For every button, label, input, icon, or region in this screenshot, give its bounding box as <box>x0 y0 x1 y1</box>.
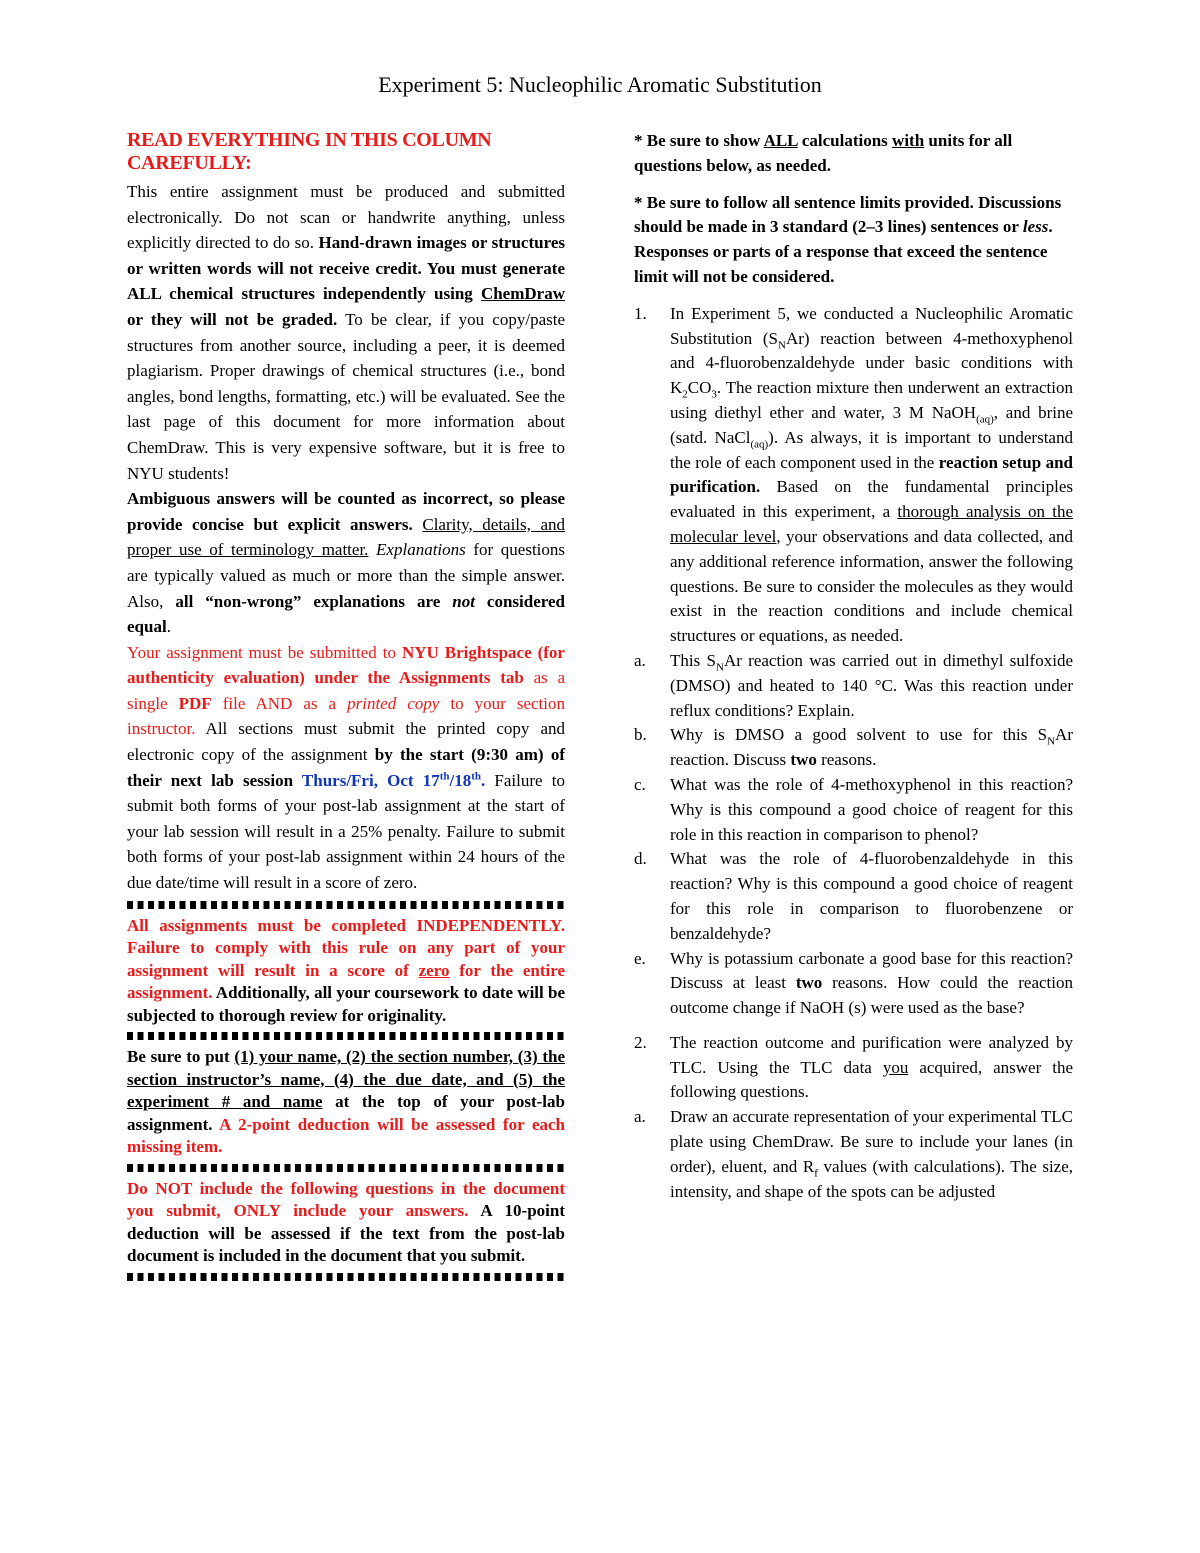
p2-space-2 <box>368 540 376 559</box>
box1-red-entire: for the entire assignment. <box>127 960 565 1003</box>
p2-period: . <box>166 617 171 637</box>
do-not-include-box <box>127 1178 565 1268</box>
question-1a-text <box>670 649 1073 723</box>
box2-bold-top: at the top of your post-lab assignment. <box>127 1092 565 1134</box>
independence-box <box>127 915 565 1028</box>
question-gap <box>634 1021 1073 1031</box>
q2-underline-you: you <box>882 1057 909 1077</box>
q1-d: . The reaction mixture then underwent an extraction using diethyl ether and water, 3 M NaOH <box>670 378 1073 422</box>
due-date-sup1: th <box>439 770 450 782</box>
header-requirements-box <box>127 1046 565 1159</box>
question-1 <box>634 302 1073 649</box>
box2-underline-items: (1) your name, (2) the section number, (3) the section instructor’s name, (4) the due date, and (5) the experiment # and name <box>127 1047 565 1112</box>
q1b-bold-two: two <box>790 750 817 770</box>
q1b-sub-n: N <box>1047 735 1056 748</box>
p1-bold-graded: or they will not be graded. <box>127 309 338 329</box>
due-date <box>302 771 485 790</box>
q1-a: In Experiment 5, we conducted a Nucleophilic Aromatic Substitution (S <box>670 303 1073 348</box>
calculations-note <box>634 129 1073 179</box>
q1a-a: This S <box>670 650 716 670</box>
question-2a <box>634 1105 1073 1204</box>
q2-c: acquired, answer the following questions. <box>670 1057 1073 1102</box>
q1-h: Based on the fundamental principles evaluated in this experiment, a <box>670 477 1073 522</box>
question-1e-letter: e. <box>634 948 646 968</box>
q1e-c: reasons. How could the reaction outcome change if NaOH (s) were used as the base? <box>670 973 1073 1018</box>
q1b-b: Ar reaction. Discuss <box>670 725 1073 770</box>
q1-b: Ar) reaction between 4-methoxyphenol and 4-fluorobenzaldehyde under basic conditions with K <box>670 328 1073 398</box>
q2a-a: Draw an accurate representation of your experimental TLC plate using ChemDraw. Be sure to include your lanes (in order), eluent, and R <box>670 1107 1073 1176</box>
p3-red-printed: printed copy <box>347 693 440 713</box>
q1-f: ). As always, it is important to understand the role of each component used in the <box>670 427 1073 472</box>
q1-c: CO <box>687 378 712 398</box>
p2-italic-explanations: Explanations <box>376 540 466 560</box>
due-date-day2: /18 <box>449 770 472 790</box>
q1-bold-setup: reaction setup and purification. <box>670 452 1074 497</box>
question-1b-text <box>670 723 1073 773</box>
p1-text-a: This entire assignment must be produced and submitted electronically. Do not scan or handwrite anything, unless explicitly directed to do so. <box>127 182 565 253</box>
box1-red-text: All assignments must be completed INDEPENDENTLY. Failure to comply with this rule on any part of your assignment will result in a score of <box>127 915 565 980</box>
note2-less: less <box>1022 217 1049 237</box>
box3-bold-deduction: A 10-point deduction will be assessed if the text from the post-lab document is included in the document that you submit. <box>127 1201 565 1266</box>
q1-sub-aq1: (aq) <box>976 413 994 426</box>
q2a-sub-f: f <box>814 1167 818 1180</box>
q1-sub-n: N <box>778 338 786 351</box>
note1-c: calculations <box>797 131 893 150</box>
question-1a-letter: a. <box>634 650 646 670</box>
q1-sub-aq2: (aq) <box>750 438 769 451</box>
question-1e <box>634 947 1073 1021</box>
q1a-sub-n: N <box>715 661 724 674</box>
question-1a <box>634 649 1073 723</box>
p3-text-penalty: Failure to submit both forms of your post-lab assignment at the start of your lab session will result in a 25% penalty. Failure to submit both forms of your post-lab assignment within 24 hours of the due date/time will result in a score of zero. <box>127 770 565 893</box>
p2-space-1 <box>413 515 423 534</box>
note1-with: with <box>892 131 925 150</box>
box3-red-text: Do NOT include the following questions in the document you submit, ONLY include your answers. <box>127 1178 565 1221</box>
note2-c: . Responses or parts of a response that exceed the sentence limit will not be considered. <box>634 217 1053 286</box>
instructions-heading: READ EVERYTHING IN THIS COLUMN CAREFULLY: <box>127 129 492 174</box>
question-2 <box>634 1031 1073 1105</box>
question-1b-letter: b. <box>634 725 647 745</box>
question-2a-text <box>670 1105 1073 1204</box>
submission-deadline-paragraph <box>127 640 565 896</box>
note1-all: ALL <box>763 131 798 150</box>
question-1-number: 1. <box>634 303 647 323</box>
divider-4 <box>127 1273 565 1281</box>
question-1e-text <box>670 947 1073 1021</box>
question-1b <box>634 723 1073 773</box>
p2-underline-clarity: Clarity, details, and proper use of terminology matter. <box>127 514 565 560</box>
divider-3 <box>127 1164 565 1172</box>
q1-underline-analysis: thorough analysis on the molecular level <box>670 502 1073 546</box>
note2-a: * Be sure to follow all sentence limits provided. Discussions should be made in 3 standard (2–3 lines) sentences or <box>634 192 1062 237</box>
q1e-a: Why is potassium carbonate a good base for this reaction? Discuss at least <box>670 948 1073 993</box>
p3-text-h: All sections must submit the printed copy and electronic copy of the assignment <box>127 719 565 765</box>
q2a-b: values (with calculations). The size, intensity, and shape of the spots can be adjusted <box>670 1156 1074 1201</box>
p3-red-brightspace: NYU Brightspace (for authenticity evaluation) under the Assignments tab <box>127 642 565 688</box>
due-date-sup2: th <box>471 770 482 782</box>
q1b-a: Why is DMSO a good solvent to use for this S <box>670 725 1048 745</box>
p1-text-e: To be clear, if you copy/paste structures from another source, including a peer, it is deemed plagiarism. Proper drawings of chemical structures (i.e., bond angles, bond lengths, formatting, etc.) will be evaluated. See the last page of this document for more information about ChemDraw. This is very expensive software, but it is free to NYU students! <box>127 309 565 483</box>
question-2-text <box>670 1031 1073 1105</box>
right-column <box>634 129 1073 1204</box>
question-2a-letter: a. <box>634 1107 646 1127</box>
p3-red-and: file AND as a <box>211 693 348 713</box>
divider-2 <box>127 1032 565 1040</box>
q1e-bold-two: two <box>795 973 823 993</box>
q1b-d: reasons. <box>816 750 877 770</box>
p2-bold-ambiguous: Ambiguous answers will be counted as incorrect, so please provide concise but explicit answers. <box>127 489 565 534</box>
q1-sub-2: 2 <box>682 388 688 401</box>
question-1d-letter: d. <box>634 849 647 869</box>
p2-bold-italic-not: not <box>452 591 475 611</box>
p1-bold-credit: Hand-drawn images or structures or written words will not receive credit. You must generate ALL chemical structures independently using <box>127 233 565 304</box>
question-1d <box>634 847 1073 946</box>
q1-e: , and brine (satd. NaCl <box>670 402 1074 447</box>
p3-red-pdf: PDF <box>178 693 212 713</box>
question-1c-text: What was the role of 4-methoxyphenol in this reaction? Why is this compound a good choice of reagent for this role in this reaction in comparison to phenol? <box>670 774 1073 844</box>
q2-a: The reaction outcome and purification were analyzed by TLC. Using the TLC data <box>670 1032 1073 1077</box>
p3-bold-start: by the start (9:30 am) of their next lab session <box>127 745 566 790</box>
ambiguous-answers-paragraph <box>127 486 565 640</box>
question-2-number: 2. <box>634 1032 647 1052</box>
p3-red-text: Your assignment must be submitted to <box>127 642 402 662</box>
p3-red-instructor: to your section instructor. <box>127 693 565 739</box>
box1-bold-review: Additionally, all your coursework to date will be subjected to thorough review for originality. <box>127 983 565 1025</box>
note1-e: units for all questions below, as needed. <box>634 131 1013 175</box>
divider-1 <box>127 901 565 909</box>
question-1-text <box>670 302 1073 649</box>
question-1d-text: What was the role of 4-fluorobenzaldehyde in this reaction? Why is this compound a good choice of reagent for this role in comparison to fluorobenzene or benzaldehyde? <box>670 849 1073 943</box>
box1-red-zero: zero <box>418 960 450 980</box>
q1-j: , your observations and data collected, and any additional reference information, answer the following questions. Be sure to consider the molecules as they would exist in the reaction conditions and include chemical structures or equations, as needed. <box>670 526 1073 646</box>
box2-bold-text: Be sure to put <box>127 1047 235 1067</box>
due-date-day1: Thurs/Fri, Oct 17 <box>301 770 440 790</box>
chemdraw-link-text: ChemDraw <box>480 284 565 304</box>
left-column <box>127 129 565 1287</box>
q1-sub-3: 3 <box>711 388 717 401</box>
electronic-submission-paragraph <box>127 179 565 486</box>
box2-red-deduction: A 2-point deduction will be assessed for each missing item. <box>127 1114 565 1157</box>
p3-red-single: as a single <box>127 668 565 713</box>
page-title: Experiment 5: Nucleophilic Aromatic Substitution <box>378 72 822 97</box>
due-date-period: . <box>481 770 486 790</box>
p2-text-f: for questions are typically valued as much or more than the simple answer. Also, <box>127 540 566 611</box>
question-1c-letter: c. <box>634 774 646 794</box>
question-1c <box>634 773 1073 847</box>
sentence-limit-note <box>634 191 1073 290</box>
note1-a: * Be sure to show <box>634 131 764 150</box>
q1a-b: Ar reaction was carried out in dimethyl sulfoxide (DMSO) and heated to 140 °C. Was this reaction under reflux conditions? Explain. <box>670 650 1073 720</box>
p2-bold-nonwrong: all “non-wrong” explanations are <box>175 591 453 611</box>
p2-bold-equal: considered equal <box>127 591 565 637</box>
